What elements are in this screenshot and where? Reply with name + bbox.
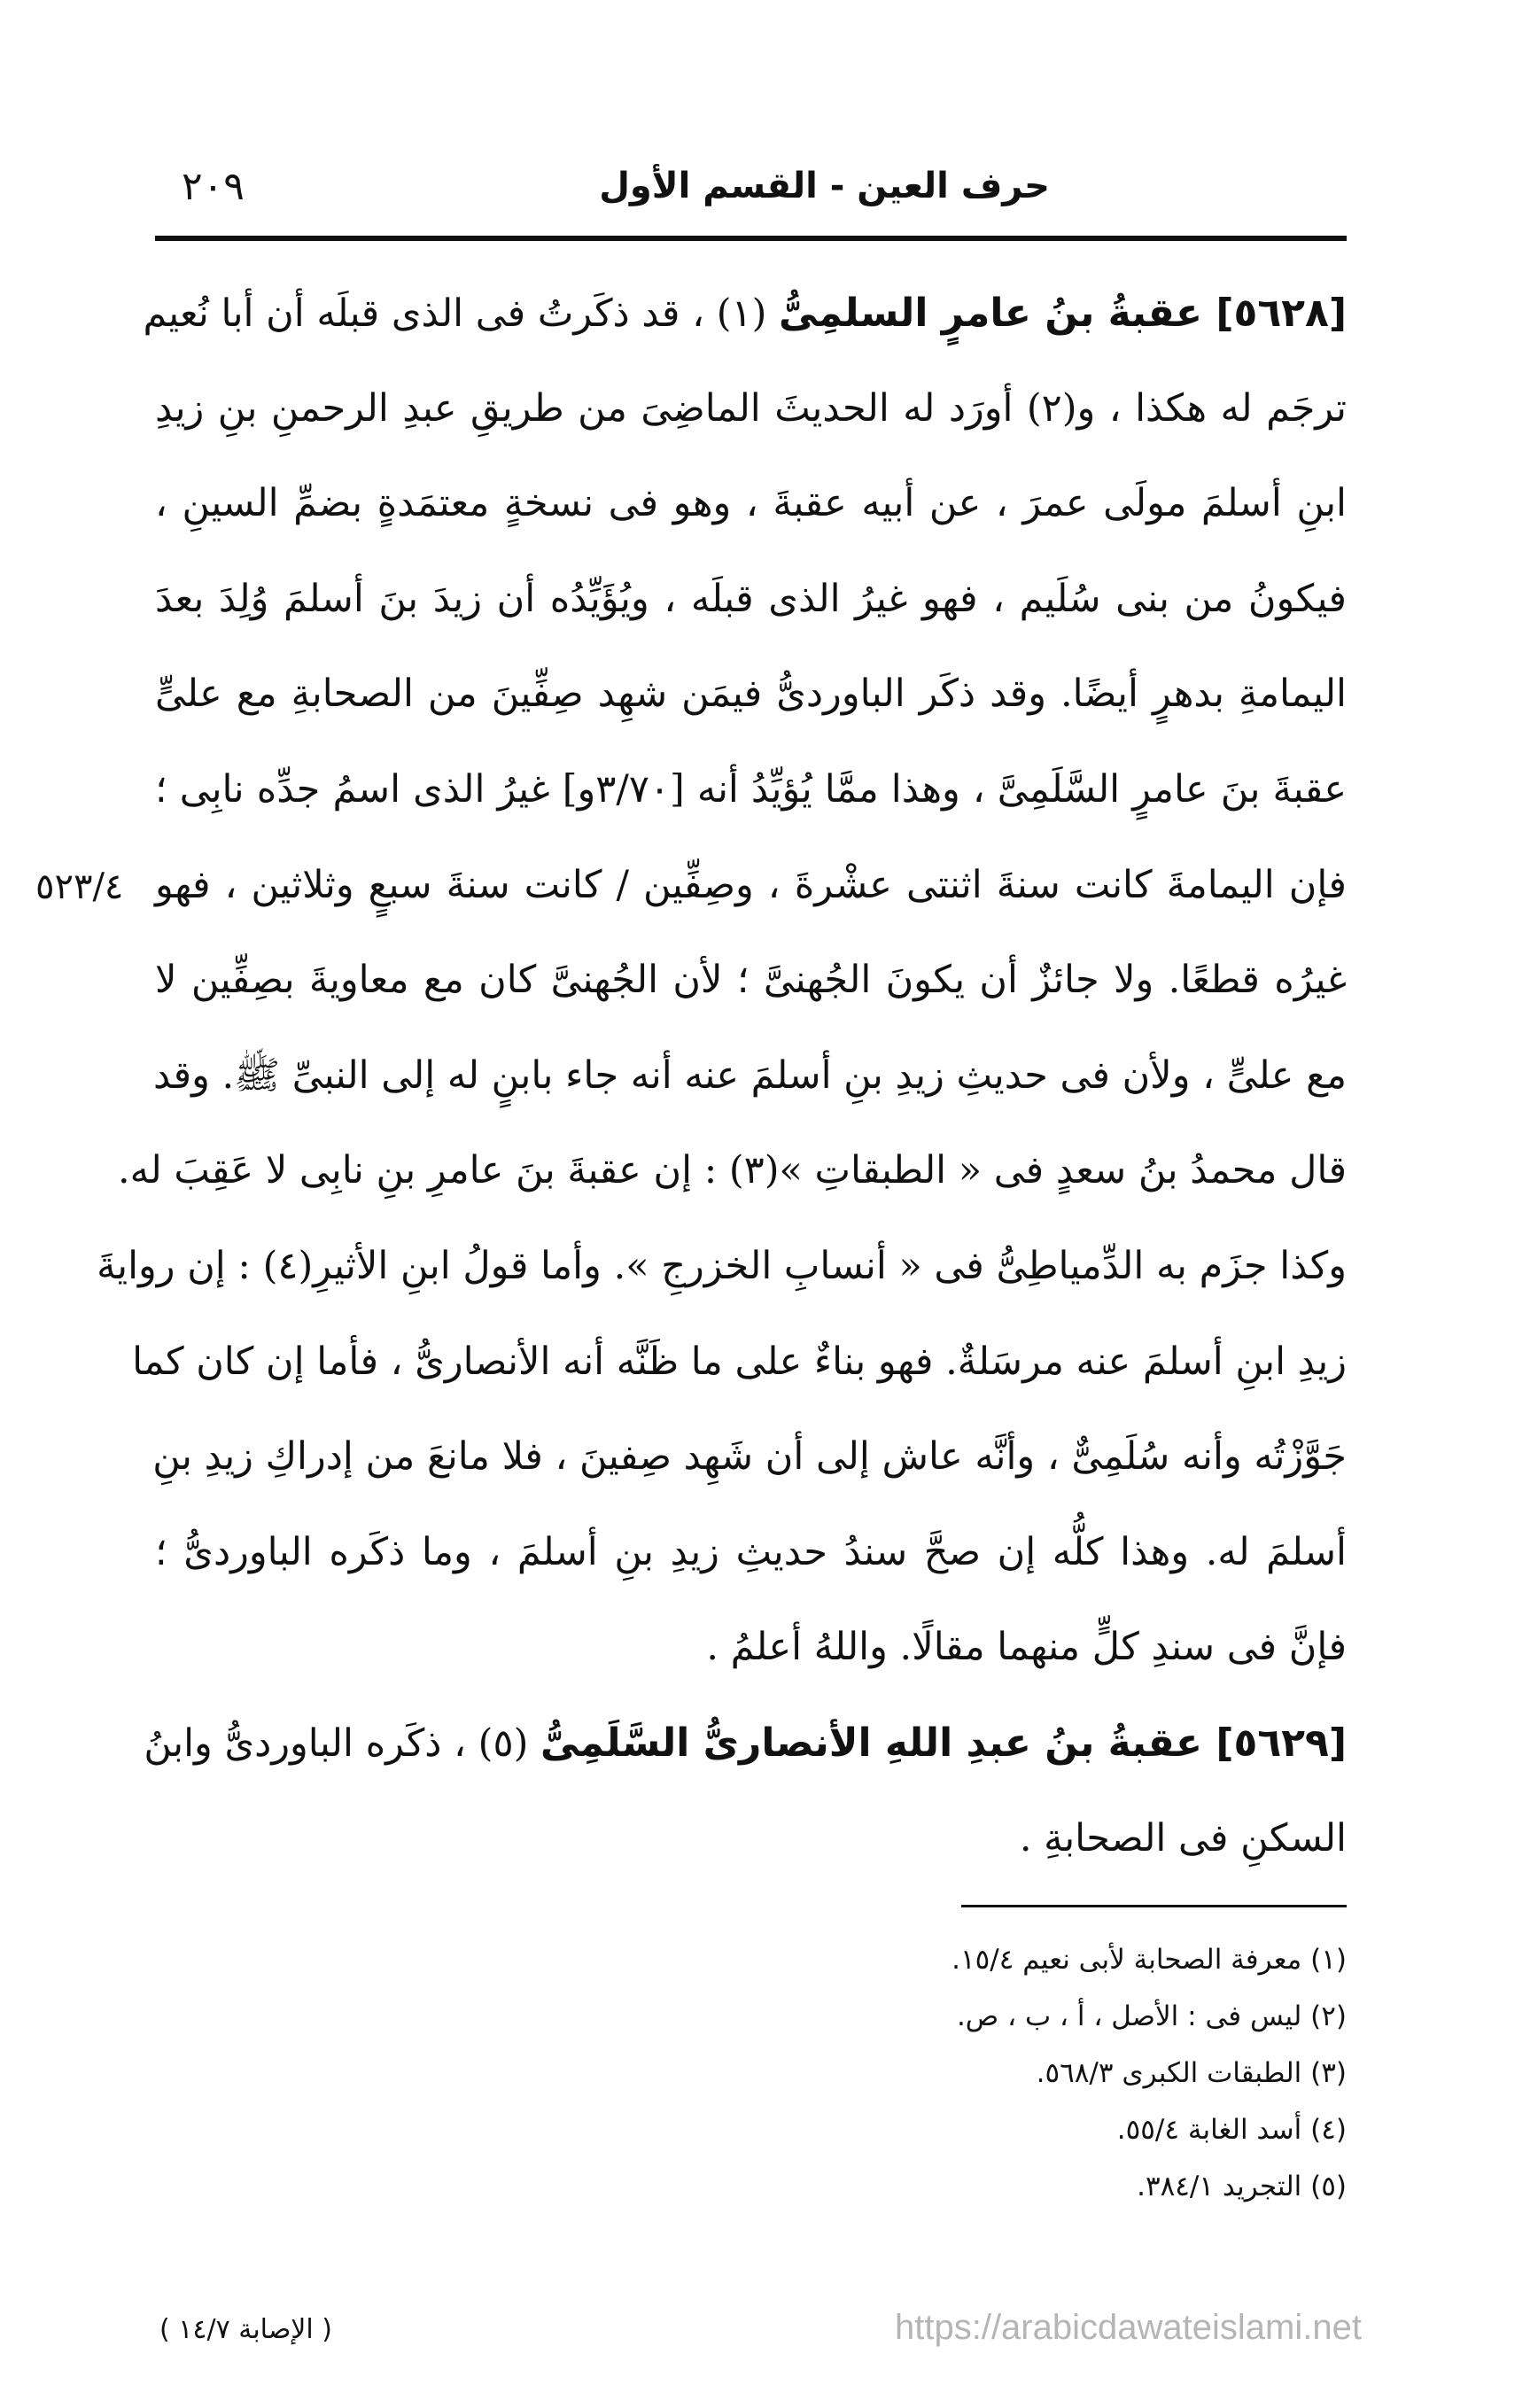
line-text: زيدِ ابنِ أسلمَ عنه مرسَلةٌ. فهو بناءٌ على ما ظَنَّه أنه الأنصارىُّ ، فأما إن كان كما bbox=[132, 1339, 1347, 1384]
text-line bbox=[143, 266, 1347, 361]
text-line bbox=[155, 1600, 1347, 1696]
entry-heading: [٥٦٢٨] عقبةُ بنُ عامرٍ السلمِىُّ bbox=[779, 291, 1347, 336]
text-line bbox=[155, 1505, 1347, 1601]
line-text: وكذا جزَم به الدِّمياطِىُّ فى « أنسابِ الخزرجِ ». وأما قولُ ابنِ الأثيرِ(٤) : إن روايةَ bbox=[97, 1243, 1347, 1288]
line-text: ابنِ أسلمَ مولَى عمرَ ، عن أبيه عقبةَ ، وهو فى نسخةٍ معتمَدةٍ بضمِّ السينِ ، bbox=[155, 481, 1347, 526]
footnote-item: (٣) الطبقات الكبرى ٥٦٨/٣. bbox=[1036, 2057, 1347, 2089]
margin-reference: ٥٢٣/٤ bbox=[35, 866, 124, 907]
page-header bbox=[146, 155, 1351, 244]
line-text: اليمامةِ بدهرٍ أيضًا. وقد ذكَر الباوردىُّ فيمَن شهِد صِفِّينَ من الصحابةِ مع علىٍّ bbox=[155, 672, 1347, 717]
line-text: السكنِ فى الصحابةِ . bbox=[1019, 1815, 1347, 1860]
footnote-item: (١) معرفة الصحابة لأبى نعيم ١٥/٤. bbox=[952, 1944, 1347, 1976]
footnote-divider bbox=[961, 1905, 1347, 1907]
line-text: مع علىٍّ ، ولأن فى حديثِ زيدِ بنِ أسلمَ عنه أنه جاء بابنٍ له إلى النبىِّ ﷺ. وقد bbox=[152, 1053, 1347, 1098]
text-line bbox=[117, 1123, 1347, 1219]
footnote-item: (٢) ليس فى : الأصل ، أ ، ب ، ص. bbox=[956, 2000, 1347, 2032]
text-line bbox=[155, 838, 1347, 934]
entry-heading: [٥٦٢٩] عقبةُ بنُ عبدِ اللهِ الأنصارىُّ السَّلَمِىُّ bbox=[540, 1720, 1347, 1766]
line-text: فإنَّ فى سندِ كلٍّ منهما مقالًا. واللهُ أعلمُ . bbox=[706, 1625, 1347, 1670]
page-number: ٢٠٩ bbox=[182, 164, 245, 209]
line-text: عقبةَ بنَ عامرٍ السَّلَمِىَّ ، وهذا ممَّا يُؤيِّدُ أنه [٣/٧٠و] غيرُ الذى اسمُ جدِّه نابِى ؛ bbox=[155, 766, 1347, 812]
text-line bbox=[155, 552, 1347, 648]
text-line bbox=[152, 1029, 1347, 1124]
footnotes bbox=[549, 1931, 1347, 2215]
footnote-item: (٥) التجريد ٣٨٤/١. bbox=[1137, 2171, 1347, 2202]
text-line bbox=[144, 1696, 1347, 1791]
line-text: فيكونُ من بنى سُلَيم ، فهو غيرُ الذى قبلَه ، ويُؤَيِّدُه أن زيدَ بنَ أسلمَ وُلِدَ بعدَ bbox=[155, 576, 1347, 621]
bottom-reference: ( الإصابة ١٤/٧ ) bbox=[159, 2314, 332, 2345]
text-line bbox=[155, 1791, 1347, 1887]
running-title: حرف العين - القسم الأول bbox=[599, 166, 1050, 206]
text-line bbox=[155, 361, 1347, 457]
text-line bbox=[97, 1219, 1347, 1315]
text-line bbox=[155, 647, 1347, 742]
footnote-item: (٤) أسد الغابة ٥٥/٤. bbox=[1116, 2114, 1347, 2146]
header-divider bbox=[155, 236, 1347, 241]
watermark-url: https://arabicdawateislami.net bbox=[895, 2308, 1362, 2347]
line-text: أسلمَ له. وهذا كلُّه إن صحَّ سندُ حديثِ زيدِ بنِ أسلمَ ، وما ذكَره الباوردىُّ ؛ bbox=[155, 1529, 1347, 1574]
text-line bbox=[152, 1410, 1347, 1505]
line-text: جَوَّزْتُه وأنه سُلَمِىٌّ ، وأنَّه عاش إلى أن شَهِد صِفينَ ، فلا مانعَ من إدراكِ زيدِ بنِ bbox=[152, 1434, 1347, 1480]
main-text bbox=[97, 266, 1347, 1886]
line-text: (٥) ، ذكَره الباوردىُّ وابنُ bbox=[144, 1721, 529, 1766]
line-text: فإن اليمامةَ كانت سنةَ اثنتى عشْرةَ ، وصِفِّين / كانت سنةَ سبعٍ وثلاثين ، فهو bbox=[155, 862, 1347, 907]
line-text: (١) ، قد ذكَرتُ فى الذى قبلَه أن أبا نُعيم bbox=[143, 291, 767, 336]
text-line bbox=[155, 456, 1347, 552]
text-line bbox=[155, 742, 1347, 838]
text-line bbox=[132, 1315, 1347, 1410]
line-text: قال محمدُ بنُ سعدٍ فى « الطبقاتِ »(٣) : إن عقبةَ بنَ عامرِ بنِ نابِى لا عَقِبَ له. bbox=[117, 1148, 1347, 1193]
line-text: غيرُه قطعًا. ولا جائزٌ أن يكونَ الجُهنىَّ ؛ لأن الجُهنىَّ كان مع معاويةَ بصِفِّين لا bbox=[155, 958, 1347, 1003]
line-text: ترجَم له هكذا ، و(٢) أورَد له الحديثَ الماضِىَ من طريقِ عبدِ الرحمنِ بنِ زيدِ bbox=[155, 385, 1347, 431]
text-line bbox=[155, 933, 1347, 1029]
